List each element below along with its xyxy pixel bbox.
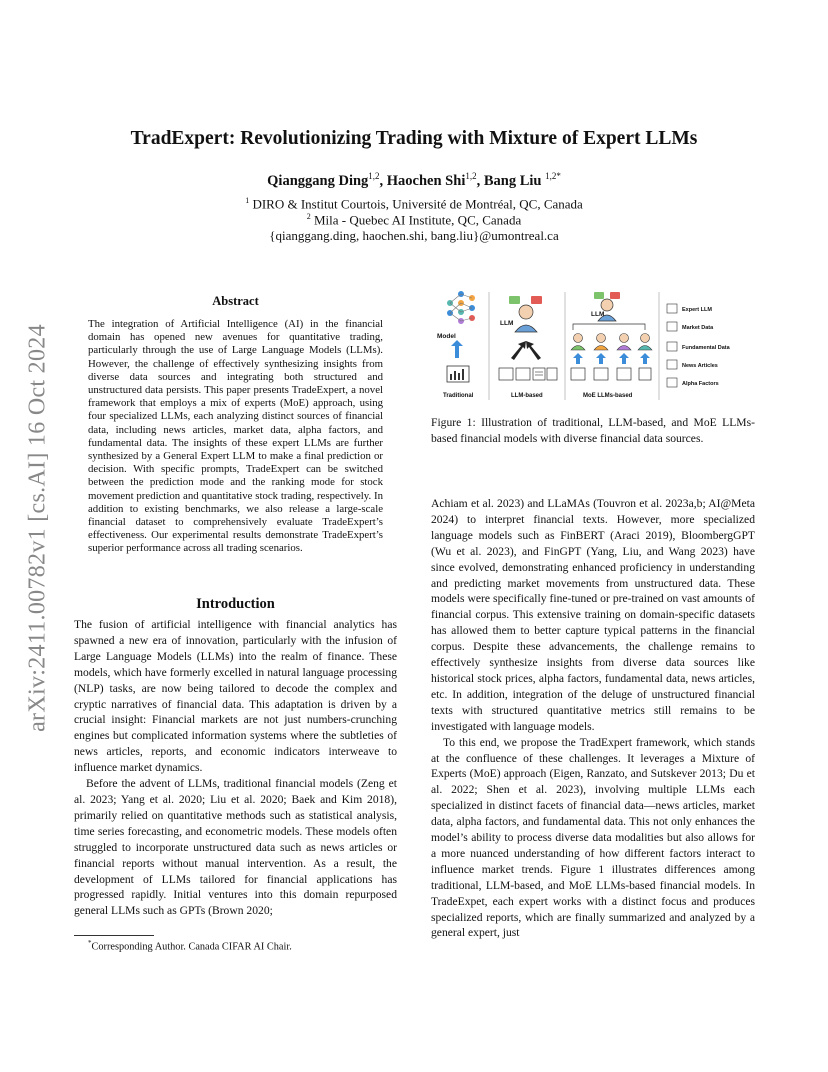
expert-avatar-icon	[515, 305, 537, 332]
paragraph: The fusion of artificial intelligence with financial analytics has spawned a new era of innovation, particularly with the infusion of Large Language Models (LLMs) into the realm of finance. These models, which have formerly excelled in natural language processing (NLP) tasks, are now being tailored to decode the complex and cryptic narratives of financial data. This adaptation is driven by a crucial insight: Financial markets are not just numbers-crunching engines but complicated information systems where the subtleties of news articles, reports, and economic indicators interweave to influence market dynamics.	[74, 618, 397, 775]
llm-based-label: LLM-based	[511, 393, 543, 399]
data-sources-icons	[571, 368, 651, 380]
affiliation-line	[0, 196, 828, 212]
paragraph: Achiam et al. 2023) and LLaMAs (Touvron et al. 2023a,b; AI@Meta 2024) to interpret financial texts. However, more specialized language models such as FinBERT (Araci 2019), BloombergGPT (Wu et al. 2023), and FinGPT (Yang, Liu, and Wang 2023) have since evolved, demonstrating enhanced proficiency in understanding and predicting market movements from unstructured data. These models were specifically fine-tuned or pre-trained on vast amounts of financial corpus. This extensive training on domain-specific datasets has allowed them to better capture typical patterns in the financial corpus. Despite these advancements, the challenge remains to effectively synthesize insights from diverse data sources like historical stock prices, alpha factors, fundamental data, news articles, etc. In addition, integration of the deluge of unstructured financial texts with structured quantitative metrics still remains to be investigated with language models.	[431, 497, 755, 733]
market-data-icon	[667, 322, 677, 331]
author-affiliation-mark: 1,2	[465, 171, 477, 181]
neural-network-icon	[447, 291, 475, 324]
affiliation-mark: 1	[245, 196, 250, 205]
arxiv-identifier	[18, 296, 58, 760]
speech-bubble-icon	[594, 292, 604, 299]
legend-item: News Articles	[682, 363, 718, 369]
affiliation-text: DIRO & Institut Courtois, Université de Montréal, QC, Canada	[249, 196, 583, 212]
author-separator: ,	[379, 172, 387, 189]
arrow-up-icons	[573, 353, 650, 364]
bracket-line	[573, 324, 645, 330]
legend-item: Fundamental Data	[682, 345, 730, 351]
footnote	[88, 939, 292, 952]
author-name: Haochen Shi	[386, 172, 466, 189]
news-articles-icon	[667, 360, 677, 369]
footnote-rule	[74, 935, 154, 936]
paragraph: To this end, we propose the TradExpert framework, which stands at the confluence of these challenges. It leverages a Mixture of Experts (MoE) approach (Eigen, Ranzato, and Sutskever 2013; Du et al. 2022; Shen et al. 2023), involving multiple LLMs each specialized in distinct facets of financial data—news articles, market data, alpha factors, and fundamental data. This not only enhances the model’s ability to process diverse data modalities but also allows for a more nuanced understanding of how different factors interact to influence market trends. Figure 1 illustrates differences among traditional, LLM-based, and MoE LLMs-based financial models. In TradeExpet, each expert works with a distinct focus and produces specialized reports, which are finally summarized and analyzed by a general expert, just	[431, 735, 755, 940]
market-data-icon	[447, 366, 469, 382]
speech-bubble-icon	[610, 292, 620, 299]
contact-emails	[0, 228, 828, 244]
introduction-body	[74, 617, 397, 919]
email-text: {qianggang.ding, haochen.shi, bang.liu}@umontreal.ca	[269, 228, 559, 243]
footnote-mark: *	[88, 939, 92, 947]
footnote-text: Corresponding Author. Canada CIFAR AI Chair.	[91, 941, 292, 953]
speech-bubble-icon	[531, 296, 542, 304]
legend-item: Market Data	[682, 325, 714, 331]
moe-llm-label: LLM	[591, 311, 605, 318]
author-affiliation-mark: 1,2	[368, 171, 380, 181]
author-separator: ,	[476, 172, 484, 189]
arrow-icon	[511, 341, 526, 360]
fundamental-data-icon	[667, 342, 677, 351]
arrow-up-icon	[451, 340, 463, 358]
llm-label: LLM	[500, 320, 514, 327]
arxiv-identifier-text: arXiv:2411.00782v1 [cs.AI] 16 Oct 2024	[24, 324, 51, 732]
figure-legend	[667, 304, 731, 387]
abstract-body: The integration of Artificial Intelligence (AI) in the financial domain has opened new avenues for quantitative trading, particularly through the use of Large Language Models (LLMs). However, the challenge of effectively synthesizing insights from diverse data sources and integrating both structured and unstructured data persists. This paper presents TradeExpert, a novel framework that employs a mix of experts (MoE) approach, using four specialized LLMs, each analyzing distinct sources of financial data, including news articles, market data, alpha factors, and fundamental data. The insights of these expert LLMs are further synthesized by a General Expert LLM to make a final prediction or decision. With specific prompts, TradeExpert can be switched between the prediction mode and the ranking mode for stock movement prediction and quantitative stock trading, respectively. In addition to existing benchmarks, we also release a large-scale financial dataset to comprehensively evaluate TradeExpert’s effectiveness. Our experimental results demonstrate TradeExpert’s superior performance across all trading scenarios.	[88, 318, 383, 555]
author-name: Qianggang Ding	[267, 172, 369, 189]
abstract-heading: Abstract	[212, 294, 259, 308]
author-affiliation-mark: 1,2*	[545, 171, 561, 181]
moe-label: MoE LLMs-based	[583, 393, 633, 399]
affiliation-text: Mila - Quebec AI Institute, QC, Canada	[310, 212, 522, 228]
affiliation-mark: 2	[306, 212, 311, 221]
speech-bubble-icon	[509, 296, 520, 304]
paragraph: Before the advent of LLMs, traditional financial models (Zeng et al. 2023; Yang et al. 2020; Liu et al. 2020; Baek and Kim 2018), primarily relied on quantitative methods such as statistical analysis, time series forecasting, and econometric models. These models often struggled to incorporate unstructured data such as news articles or financial reports without manual intervention. As a result, the development of LLMs tailored for financial applications has progressed rapidly. Initial ventures into this domain repurposed general LLMs such as GPTs (Brown 2020;	[74, 777, 397, 918]
model-label: Model	[437, 333, 456, 340]
expert-avatars-row	[571, 334, 652, 351]
paper-title: TradExpert: Revolutionizing Trading with Mixture of Expert LLMs	[130, 128, 698, 149]
introduction-heading: Introduction	[196, 596, 275, 612]
expert-llm-icon	[667, 304, 677, 313]
author-name: Bang Liu	[483, 172, 546, 189]
traditional-label: Traditional	[443, 393, 474, 399]
alpha-factors-icon	[667, 378, 677, 387]
legend-item: Expert LLM	[682, 307, 712, 313]
right-column-body	[431, 496, 755, 941]
author-list	[0, 171, 828, 190]
legend-item: Alpha Factors	[682, 381, 719, 387]
figure-caption: Figure 1: Illustration of traditional, LLM-based, and MoE LLMs-based financial models with diverse financial data sources.	[431, 416, 755, 445]
affiliation-line	[0, 212, 828, 228]
figure-illustration	[431, 288, 755, 404]
data-sources-icons	[499, 368, 557, 380]
arrow-icon	[526, 341, 541, 360]
figure-1	[431, 288, 755, 404]
